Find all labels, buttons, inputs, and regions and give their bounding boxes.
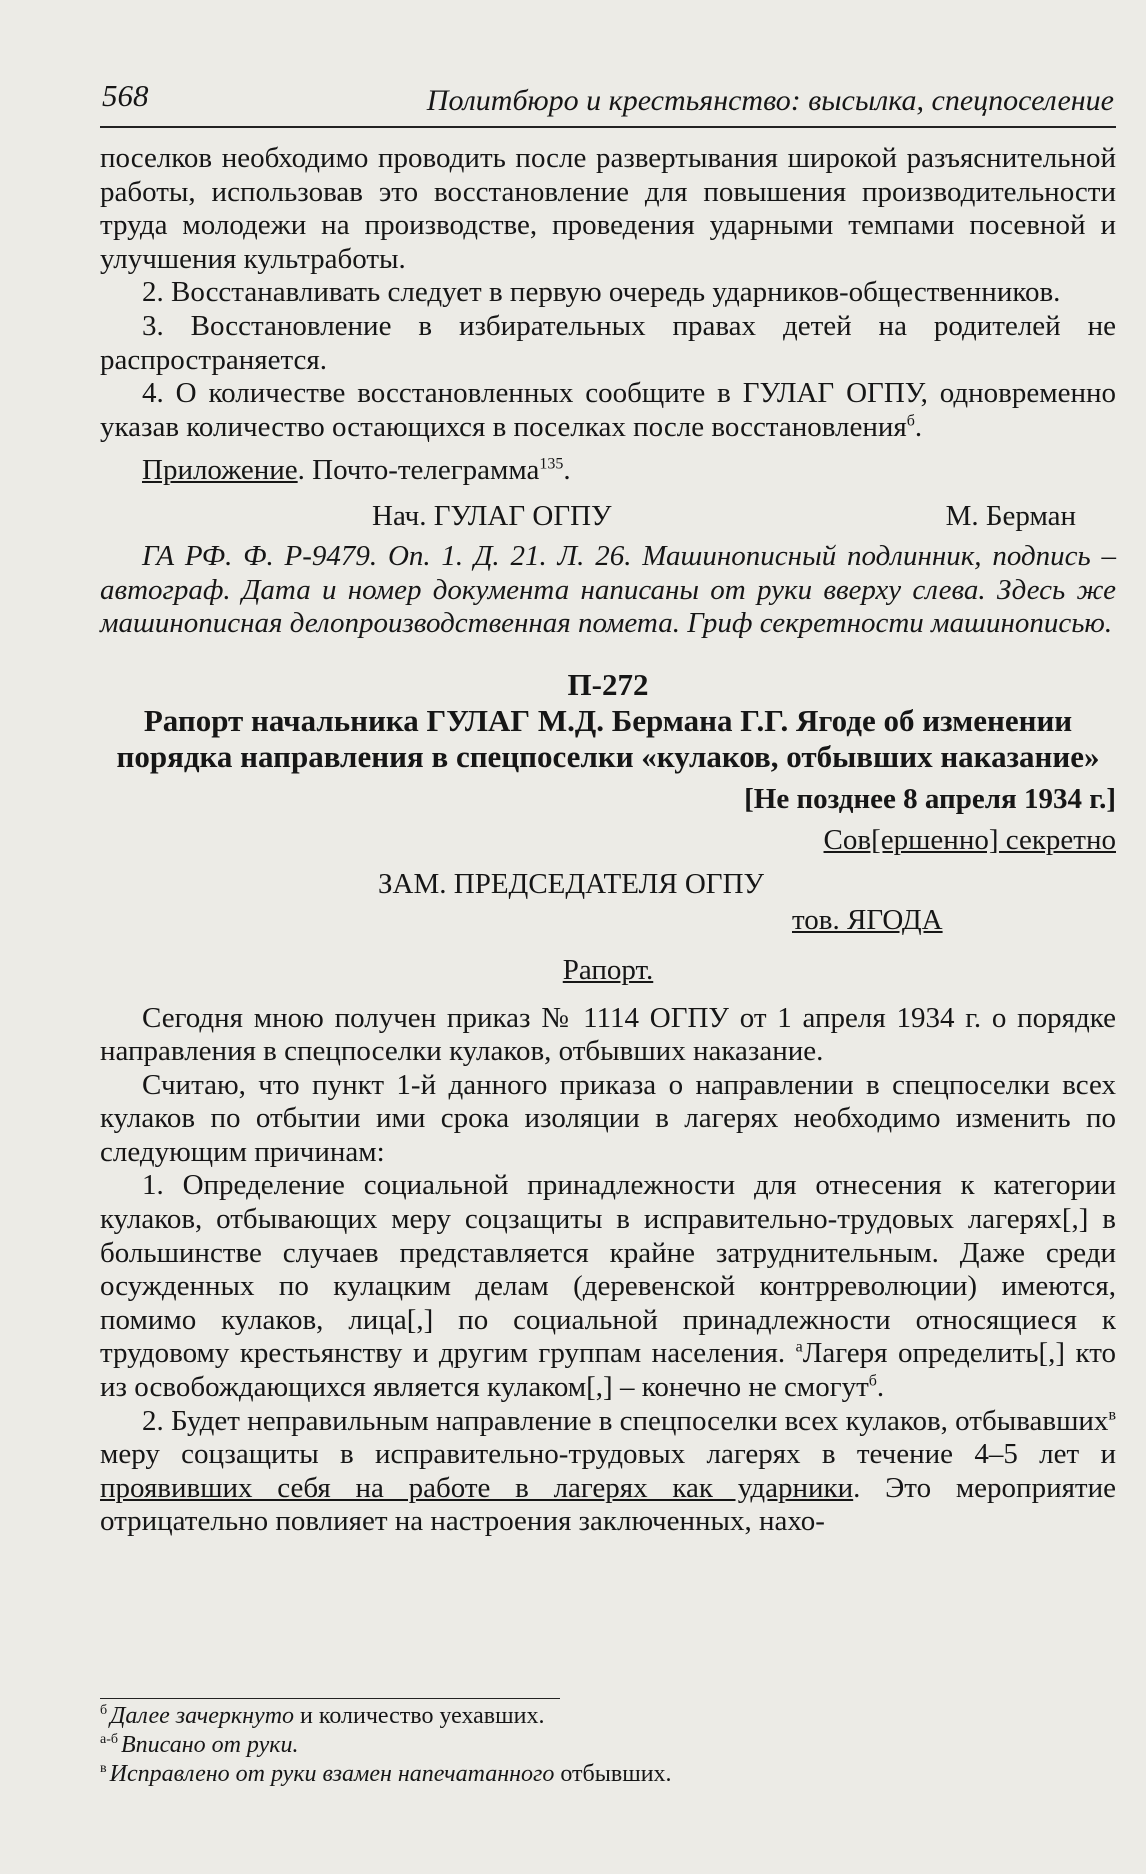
page-number: 568 [102,78,149,113]
document-number: П-272 [567,666,649,702]
appendix-line [100,454,1116,488]
appendix-end: . [563,454,571,487]
footnote-mark-v: в [1108,1405,1116,1423]
document-title: Рапорт начальника ГУЛАГ М.Д. Бермана Г.Г. Ягоде об изменении порядка направления в спецпоселки «кулаков, отбывших наказание» [116,702,1100,774]
prev-doc-paragraph-2: 2. Восстанавливать следует в первую очередь ударников-общественников. [142,276,1061,309]
appendix-label: Приложение [142,454,298,487]
addressee-block [100,864,1116,940]
signer-position: Нач. ГУЛАГ ОГПУ [372,499,612,532]
footnote-italic: Вписано от руки. [121,1732,299,1758]
signature-block [100,500,1116,540]
report-paragraph-3 [100,1169,1116,1404]
secrecy-row [100,824,1116,858]
footnote-text: отбывших. [554,1761,672,1787]
footnote-mark: б [100,1703,108,1718]
paragraph-end: . [876,1371,885,1404]
archival-source: ГА РФ. Ф. Р-9479. Оп. 1. Д. 21. Л. 26. Машинописный подлинник, подпись – автограф. Дата и номер документа написаны от руки вверху слева. Здесь же машинописная делопроизводственная помета. Гриф секретности машинописью. [100,539,1116,640]
prev-doc-paragraph-4-text: 4. О количестве восстановленных сообщите в ГУЛАГ ОГПУ, одновременно указав количество остающихся в поселках после восстановления [100,377,1116,443]
footnote-italic: Исправлено от руки взамен напечатанного [109,1761,555,1787]
page-header [100,78,1116,128]
report-paragraph-4 [100,1405,1116,1539]
report-paragraph-3-text: 1. Определение социальной принадлежности для отнесения к категории кулаков, отбывающих меру соцзащиты в исправительно-трудовых лагерях[,] в большинстве случаев представляется крайне затруднительным. Даже среди осужденных по кулацким делам (деревенской контрреволюции) имеются, помимо кулаков, лица[,] по социальной принадлежности относящиеся к трудовому крестьянству и другим группам населения. [100,1169,1116,1370]
report-paragraph-2: Считаю, что пункт 1-й данного приказа о направлении в спецпоселки всех кулаков по отбытии ими срока изоляции в лагерях необходимо изменить по следующим причинам: [100,1068,1116,1168]
appendix-text: . Почто-телеграмма [297,454,540,487]
report-heading: Рапорт. [562,953,654,986]
footnote-mark-b: б [906,412,915,430]
footnote-mark-b: б [868,1372,877,1390]
footnotes [100,1702,1116,1789]
report-paragraph-1: Сегодня мною получен приказ № 1114 ОГПУ от 1 апреля 1934 г. о порядке направления в спецпоселки кулаков, отбывших наказание. [100,1001,1116,1068]
prev-doc-paragraph-3: 3. Восстановление в избирательных правах детей на родителей не распространяется. [100,309,1116,376]
footnote-mark: в [100,1761,107,1776]
document-date: [Не позднее 8 апреля 1934 г.] [744,782,1116,815]
page-body [100,142,1116,1539]
footnote-mark: а-б [100,1732,118,1747]
footnote [100,1702,1116,1731]
report-paragraph-4-text-3: . Это мероприятие отрицательно повлияет на настроения заключенных, нахо- [100,1471,1116,1538]
addressee-name: тов. ЯГОДА [792,903,943,936]
footnote-italic: Далее зачеркнуто [110,1703,295,1729]
heading-row [100,954,1116,988]
secrecy-stamp: Сов[ершенно] секретно [823,824,1116,857]
report-paragraph-3-inserted: Лагеря определить[,] кто из освобождающихся является кулаком[,] – конечно не смогут [100,1337,1116,1404]
paragraph-end: . [914,410,923,443]
report-paragraph-4-text-2: меру соцзащиты в исправительно-трудовых лагерях в течение 4–5 лет и [100,1438,1116,1471]
prev-doc-paragraph-4 [100,377,1116,444]
footnote-mark-a: а [795,1338,803,1356]
appendix-endnote-ref: 135 [539,455,564,473]
footnote-rule [100,1698,560,1699]
running-head: Политбюро и крестьянство: высылка, спецпоселение [426,84,1114,117]
addressee-title: ЗАМ. ПРЕДСЕДАТЕЛЯ ОГПУ [378,867,765,900]
signer-name: М. Берман [945,499,1076,532]
footnote [100,1760,1116,1789]
report-paragraph-4-text: 2. Будет неправильным направление в спецпоселки всех кулаков, отбывавших [142,1404,1109,1437]
footnote [100,1731,1116,1760]
underlined-phrase: проявивших себя на работе в лагерях как ударники [100,1471,854,1504]
footnote-text: и количество уехавших. [294,1703,545,1729]
prev-doc-paragraph-1: поселков необходимо проводить после развертывания широкой разъяснительной работы, использовав это восстановление для повышения производительности труда молодежи на производстве, проведения ударными темпами посевной и улучшения культработы. [100,142,1116,275]
